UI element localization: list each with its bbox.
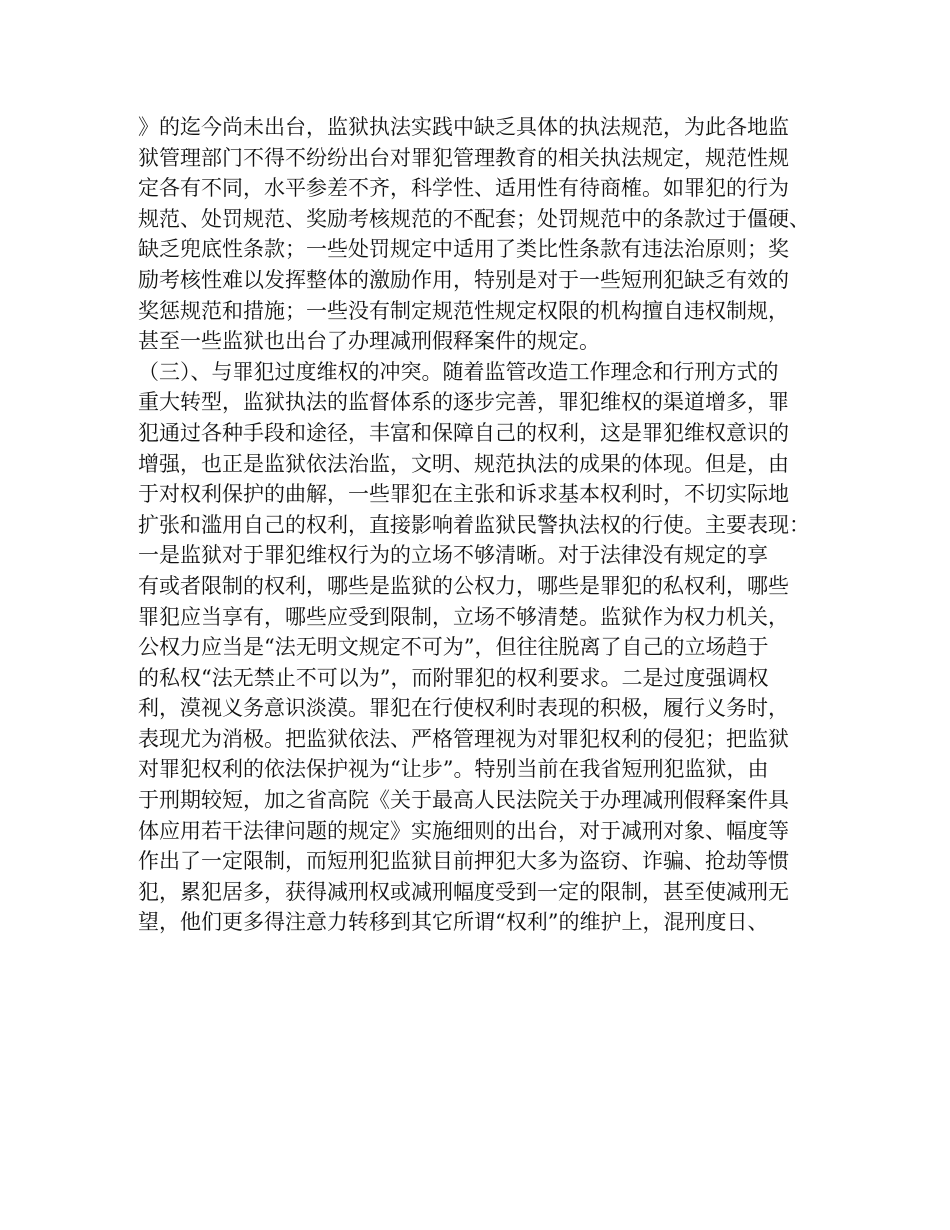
text-line: 体应用若干法律问题的规定》实施细则的出台，对于减刑对象、幅度等 <box>138 818 789 843</box>
text-line: 甚至一些监狱也出台了办理减刑假释案件的规定。 <box>138 329 600 354</box>
text-line: 犯通过各种手段和途径，丰富和保障自己的权利，这是罪犯维权意识的 <box>138 420 789 445</box>
text-line: 于刑期较短，加之省高院《关于最高人民法院关于办理减刑假释案件具 <box>138 788 789 813</box>
text-line: 犯，累犯居多，获得减刑权或减刑幅度受到一定的限制，甚至使减刑无 <box>138 879 789 904</box>
text-line: 缺乏兜底性条款；一些处罚规定中适用了类比性条款有违法治原则；奖 <box>138 237 789 262</box>
text-line: 罪犯应当享有，哪些应受到限制，立场不够清楚。监狱作为权力机关， <box>138 604 789 629</box>
section-heading-line: （三）、与罪犯过度维权的冲突。随着监管改造工作理念和行刑方式的 <box>138 359 779 384</box>
text-line: 奖惩规范和措施；一些没有制定规范性规定权限的机构擅自违权制规， <box>138 298 789 323</box>
text-line: 公权力应当是“法无明文规定不可为”，但往往脱离了自己的立场趋于 <box>138 635 769 660</box>
text-line: 励考核性难以发挥整体的激励作用，特别是对于一些短刑犯缺乏有效的 <box>138 267 789 292</box>
text-line: 有或者限制的权利，哪些是监狱的公权力，哪些是罪犯的私权利，哪些 <box>138 573 789 598</box>
text-line: 作出了一定限制，而短刑犯监狱目前押犯大多为盗窃、诈骗、抢劫等惯 <box>138 849 789 874</box>
text-line: 的私权“法无禁止不可以为”，而附罪犯的权利要求。二是过度强调权 <box>138 665 769 690</box>
text-line: 利，漠视义务意识淡漠。罪犯在行使权利时表现的积极，履行义务时， <box>138 696 789 721</box>
text-line: 表现尤为消极。把监狱依法、严格管理视为对罪犯权利的侵犯；把监狱 <box>138 726 789 751</box>
text-line: 规范、处罚规范、奖励考核规范的不配套；处罚规范中的条款过于僵硬、 <box>138 206 810 231</box>
text-line: 重大转型，监狱执法的监督体系的逐步完善，罪犯维权的渠道增多，罪 <box>138 390 789 415</box>
text-line: 》的迄今尚未出台，监狱执法实践中缺乏具体的执法规范，为此各地监 <box>138 115 789 139</box>
text-line: 扩张和滥用自己的权利，直接影响着监狱民警执法权的行使。主要表现： <box>138 512 810 537</box>
text-line: 狱管理部门不得不纷纷出台对罪犯管理教育的相关执法规定，规范性规 <box>138 145 789 170</box>
text-line: 对罪犯权利的依法保护视为“让步”。特别当前在我省短刑犯监狱，由 <box>138 757 769 782</box>
body-text <box>138 112 828 938</box>
text-line: 一是监狱对于罪犯维权行为的立场不够清晰。对于法律没有规定的享 <box>138 543 768 568</box>
text-line: 定各有不同，水平参差不齐，科学性、适用性有待商榷。如罪犯的行为 <box>138 176 789 201</box>
text-line: 于对权利保护的曲解，一些罪犯在主张和诉求基本权利时，不切实际地 <box>138 482 789 507</box>
text-line: 增强，也正是监狱依法治监，文明、规范执法的成果的体现。但是，由 <box>138 451 789 476</box>
text-line: 望，他们更多得注意力转移到其它所谓“权利”的维护上，混刑度日、 <box>138 910 769 935</box>
